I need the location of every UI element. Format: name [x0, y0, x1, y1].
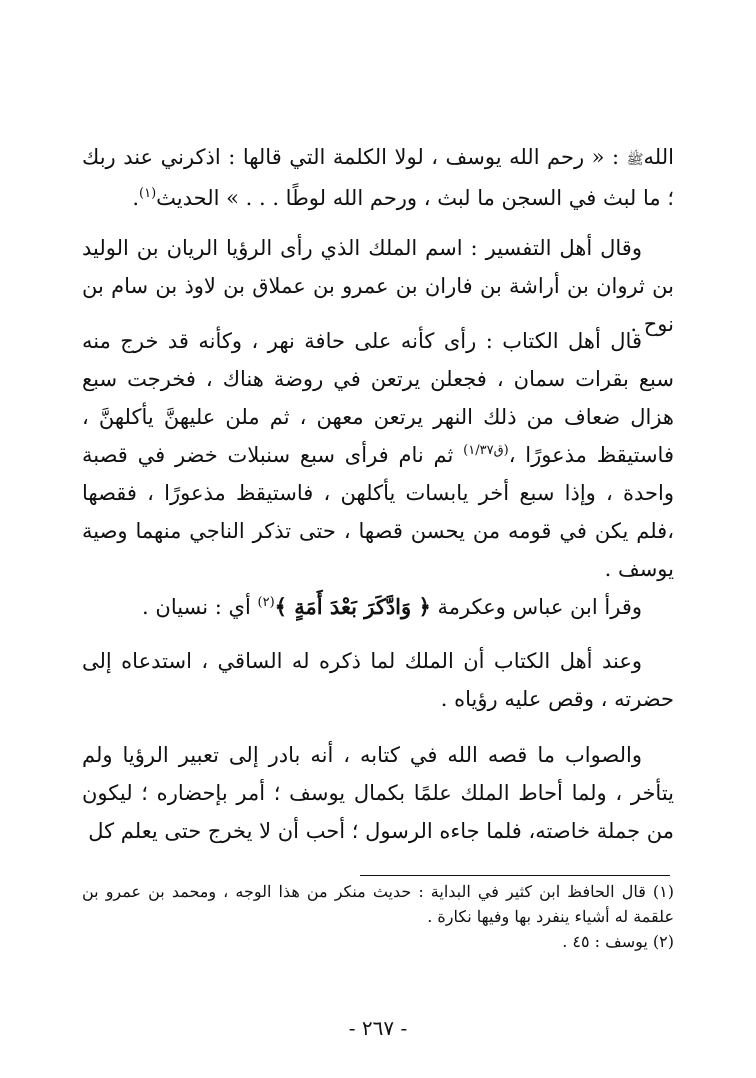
paragraph-qiraa	[82, 588, 674, 626]
text: الله	[643, 145, 674, 169]
text: .	[132, 186, 140, 210]
text: ثم نام فرأى سبع سنبلات خضر في قصبة واحدة ، وإذا سبع أخر يابسات يأكلهن ، فاستيقظ مذعورًا ، فقصها ،فلم يكن في قومه من يحسن قصها ، حتى تذكر الناجي منهما وصية يوسف .	[82, 443, 674, 581]
text: قال أهل الكتاب : رأى كأنه على حافة نهر ، وكأنه قد خرج منه سبع بقرات سمان ، فجعلن يرتعن في روضة هناك ، فخرجت سبع هزال ضعاف من ذلك النهر يرتعن معهن ، ثم ملن عليهنَّ يأكلهنَّ ، فاستيقظ مذعورًا ،	[82, 329, 674, 467]
footnote-divider	[360, 875, 670, 876]
text: وقال أهل التفسير : اسم الملك الذي رأى الرؤيا الريان بن الوليد بن ثروان بن أراشة بن فاران بن عمرو بن عملاق بن لاوذ بن سام بن نوح .	[82, 236, 674, 336]
text: : « رحم الله يوسف ، لولا الكلمة التي قالها : اذكرني عند ربك ؛ ما لبث في السجن ما لبث ، ورحم الله لوطًا . . . » الحديث	[82, 145, 674, 210]
footnotes	[82, 879, 674, 954]
footnote-ref-1[interactable]: (١)	[139, 186, 157, 201]
page-number: - ٢٦٧ -	[348, 1016, 408, 1040]
honorific-symbol: ﷺ	[626, 152, 644, 168]
paragraph-ahl-kitab	[82, 322, 674, 588]
footnote-2: (٢) يوسف : ٤٥ .	[562, 932, 674, 951]
text: والصواب ما قصه الله في كتابه ، أنه بادر إلى تعبير الرؤيا ولم يتأخر ، ولما أحاط الملك علمًا بكمال يوسف ؛ أمر بإحضاره ؛ ليكون من جملة خاصته، فلما جاءه الرسول ؛ أحب أن لا يخرج حتى يعلم كل	[82, 743, 674, 843]
text: وعند أهل الكتاب أن الملك لما ذكره له الساقي ، استدعاه إلى حضرته ، وقص عليه رؤياه .	[82, 649, 674, 711]
footnote-1: (١) قال الحافظ ابن كثير في البداية : حديث منكر من هذا الوجه ، ومحمد بن عمرو بن علقمة له أشياء ينفرد بها وفيها نكارة .	[82, 882, 674, 926]
paragraph-hadith	[82, 138, 674, 217]
footnote-ref-2[interactable]: (٢)	[257, 595, 275, 610]
text: أي : نسيان .	[142, 595, 258, 619]
paragraph-ahl-kitab-2	[82, 642, 674, 718]
paragraph-sawab	[82, 736, 674, 850]
text: وقرأ ابن عباس وعكرمة	[430, 595, 642, 619]
quran-verse: ﴿ وَادَّكَرَ بَعْدَ أَمَةٍ ﴾	[274, 594, 431, 619]
manuscript-ref: (ق١/٣٧)	[463, 443, 509, 458]
